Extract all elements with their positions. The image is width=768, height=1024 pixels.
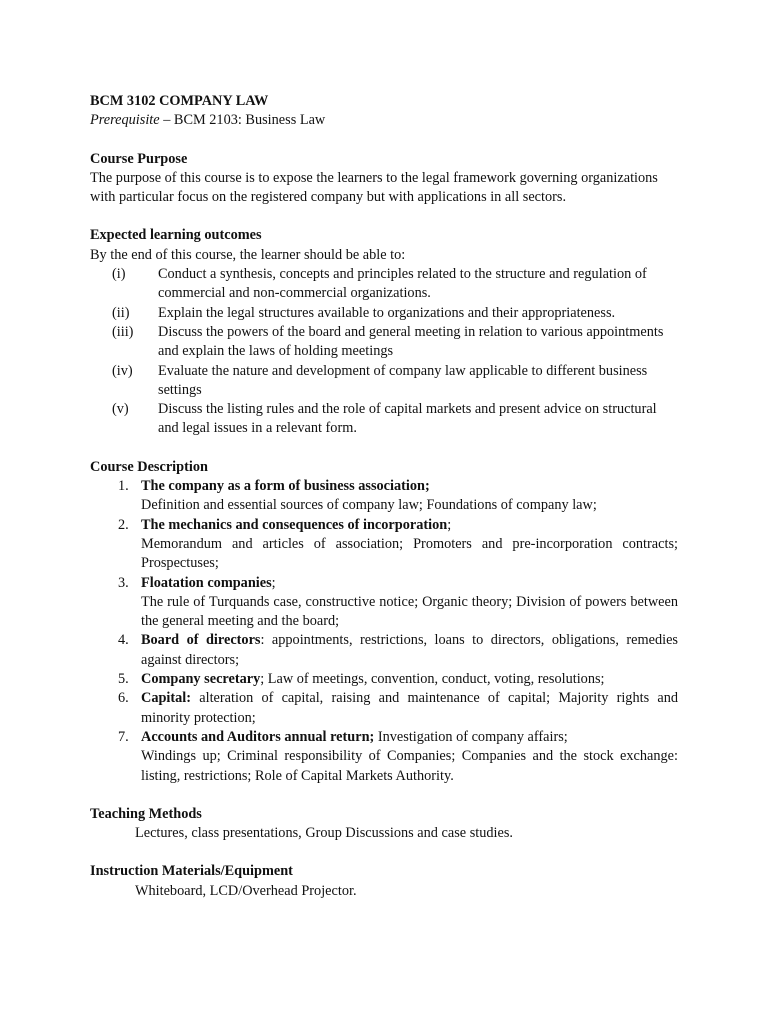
description-topic: Accounts and Auditors annual return; [141, 728, 375, 745]
description-list [90, 477, 678, 786]
spacer [90, 439, 678, 458]
description-topic: Capital: [141, 690, 192, 707]
spacer [90, 207, 678, 226]
materials-text: Whiteboard, LCD/Overhead Projector. [135, 882, 357, 899]
prerequisite-separator: – [159, 112, 174, 129]
outcome-number: (i) [112, 266, 126, 283]
description-topic: Company secretary [141, 671, 261, 688]
description-number: 7. [118, 728, 129, 745]
materials-heading: Instruction Materials/Equipment [90, 863, 293, 880]
outcome-number: (v) [112, 401, 129, 418]
outcome-item [90, 265, 678, 304]
teaching-text: Lectures, class presentations, Group Discussions and case studies. [135, 825, 513, 842]
outcomes-heading: Expected learning outcomes [90, 227, 262, 244]
outcome-item [90, 400, 678, 439]
spacer [90, 786, 678, 805]
outcomes-list [90, 265, 678, 439]
description-number: 5. [118, 671, 129, 688]
description-number: 1. [118, 478, 129, 495]
spacer [90, 843, 678, 862]
outcome-number: (iv) [112, 362, 133, 379]
description-number: 4. [118, 632, 129, 649]
prerequisite-label: Prerequisite [90, 112, 160, 129]
description-item [90, 516, 678, 574]
description-number: 2. [118, 516, 129, 533]
description-item [90, 689, 678, 728]
prerequisite-line [90, 111, 678, 130]
description-subtopics: The rule of Turquands case, constructive notice; Organic theory; Division of powers between the general meeting and the board; [141, 593, 678, 630]
outcomes-intro: By the end of this course, the learner should be able to: [90, 246, 406, 263]
prerequisite-value: BCM 2103: Business Law [173, 112, 326, 129]
description-topic: Board of directors [141, 632, 261, 649]
description-item [90, 631, 678, 670]
spacer [90, 131, 678, 150]
description-topic: Floatation companies [141, 574, 272, 591]
outcome-text: Discuss the powers of the board and general meeting in relation to various appointments and explain the laws of holding meetings [158, 323, 664, 360]
outcome-text: Evaluate the nature and development of company law applicable to different business settings [158, 362, 648, 398]
document-page [90, 92, 678, 901]
description-subtopics: Definition and essential sources of company law; Foundations of company law; [141, 497, 597, 514]
description-topic-rest: : appointments, restrictions, loans to directors, obligations, remedies against directors; [141, 632, 678, 668]
description-number: 3. [118, 574, 129, 591]
outcome-number: (ii) [112, 304, 130, 321]
purpose-heading: Course Purpose [90, 150, 188, 167]
description-item [90, 574, 678, 632]
outcome-item [90, 362, 678, 401]
description-topic: The mechanics and consequences of incorporation [141, 516, 448, 533]
outcome-text: Discuss the listing rules and the role of capital markets and present advice on structural and legal issues in a relevant form. [158, 401, 657, 437]
course-title: BCM 3102 COMPANY LAW [90, 93, 269, 109]
purpose-text: The purpose of this course is to expose the learners to the legal framework governing organizations with particular focus on the registered company but with applications in all sectors. [90, 169, 658, 206]
description-heading: Course Description [90, 458, 208, 475]
description-subtopics: Memorandum and articles of association; Promoters and pre-incorporation contracts; Prospectuses; [141, 535, 678, 572]
outcome-item [90, 323, 678, 362]
description-topic-rest: ; [447, 516, 452, 533]
description-topic-rest: Investigation of company affairs; [374, 728, 568, 745]
outcome-text: Explain the legal structures available to organizations and their appropriateness. [158, 304, 616, 321]
description-number: 6. [118, 690, 129, 707]
description-topic-rest: alteration of capital, raising and maintenance of capital; Majority rights and minority protection; [141, 690, 678, 726]
outcome-number: (iii) [112, 323, 134, 340]
description-topic-rest: ; [271, 574, 276, 591]
description-item [90, 728, 678, 786]
description-item [90, 670, 678, 689]
description-subtopics: Windings up; Criminal responsibility of Companies; Companies and the stock exchange: listing, restrictions; Role of Capital Markets Authority. [141, 748, 678, 784]
description-topic-rest: ; Law of meetings, convention, conduct, voting, resolutions; [260, 671, 605, 688]
description-item [90, 477, 678, 516]
description-topic: The company as a form of business association; [141, 478, 430, 495]
outcome-item [90, 304, 678, 323]
teaching-heading: Teaching Methods [90, 805, 202, 822]
outcome-text: Conduct a synthesis, concepts and principles related to the structure and regulation of commercial and non-commercial organizations. [158, 266, 647, 302]
